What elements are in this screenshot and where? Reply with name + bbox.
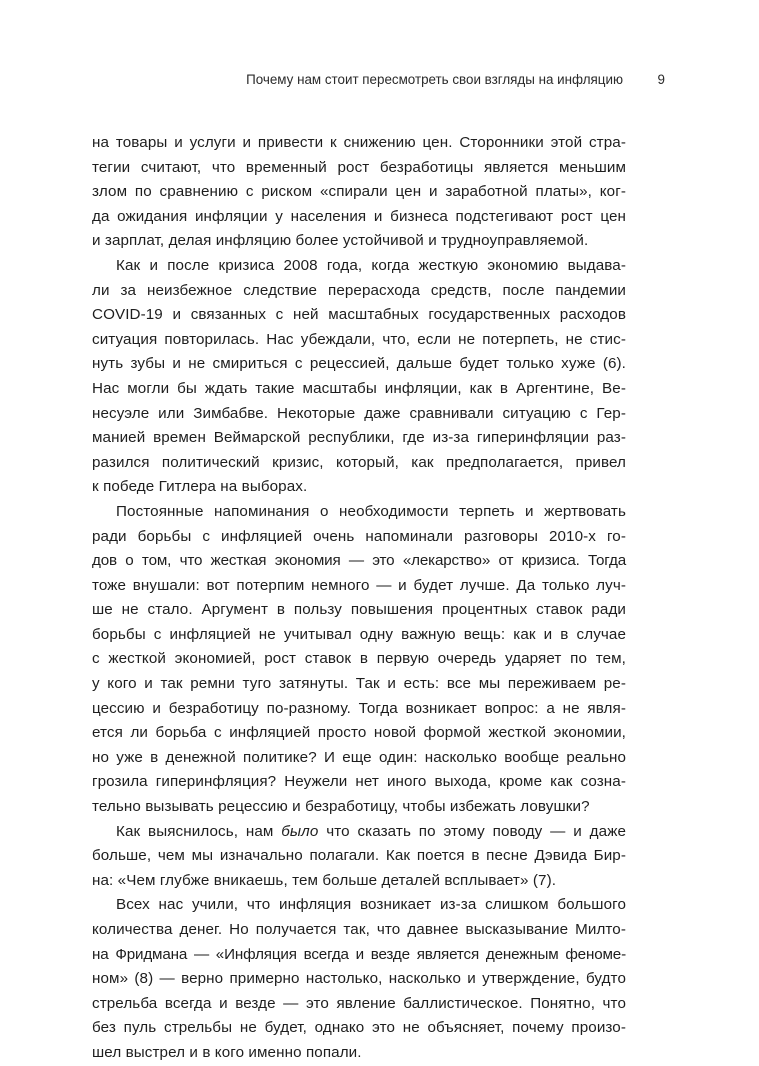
text-line: злом по сравнению с риском «спирали цен и заработной платы», ког- — [92, 183, 626, 201]
text-line: количества денег. Но получается так, что давнее высказывание Милто- — [92, 921, 626, 938]
text-line: Постоянные напоминания о необходимости терпеть и жертвовать — [116, 502, 626, 520]
text-line: стрельба всегда и везде — это явление баллистическое. Понятно, что — [92, 994, 626, 1012]
text-line: борьбы с инфляцией не учитывал одну важную вещь: как и в случае — [92, 625, 626, 643]
text-line: и зарплат, делая инфляцию более устойчивой и трудноуправляемой. — [92, 232, 589, 250]
running-header — [93, 69, 665, 91]
page-number: 9 — [657, 72, 665, 87]
text-line: Как и после кризиса 2008 года, когда жесткую экономию выдава- — [116, 256, 626, 274]
text-line: да ожидания инфляции у населения и бизнеса подстегивают рост цен — [92, 207, 626, 225]
text-line: цессию и безработицу по-разному. Тогда возникает вопрос: а не явля- — [92, 699, 626, 717]
text-line: Как выяснилось, нам было что сказать по этому поводу — и даже — [116, 822, 626, 840]
text-line: ради борьбы с инфляцией очень напоминали разговоры 2010-х го- — [92, 527, 626, 545]
text-line: на товары и услуги и привести к снижению цен. Сторонники этой стра- — [92, 134, 626, 151]
text-line: ли за неизбежное следствие перерасхода средств, после пандемии — [92, 281, 626, 299]
text-line: тегии считают, что временный рост безработицы является меньшим — [92, 158, 626, 176]
text-line: шел выстрел и в кого именно попали. — [92, 1043, 362, 1061]
text-line: у кого и так ремни туго затянуты. Так и есть: все мы переживаем ре- — [92, 675, 626, 693]
text-line: без пуль стрельбы не будет, однако это не объясняет, почему произо- — [92, 1019, 626, 1037]
text-line: с жесткой экономией, рост ставок в первую очередь ударяет по тем, — [92, 650, 626, 668]
text-line: COVID-19 и связанных с ней масштабных государственных расходов — [92, 306, 626, 324]
emphasis: было — [281, 822, 319, 840]
paragraph — [92, 893, 626, 1065]
text-line: на Фридмана — «Инфляция всегда и везде является денежным феноме- — [92, 945, 626, 963]
body-text — [92, 131, 626, 1066]
text-line: нуть зубы и не смириться с рецессией, дальше будет только хуже (6). — [92, 355, 626, 373]
text-line: Нас могли бы ждать такие масштабы инфляции, как в Аргентине, Ве- — [92, 379, 626, 397]
text-line: грозила гиперинфляция? Неужели нет иного выхода, кроме как созна- — [92, 773, 626, 791]
text-line: ситуация повторилась. Нас убеждали, что, если не потерпеть, не стис- — [92, 330, 626, 348]
paragraph — [92, 131, 626, 254]
text-line: ется ли борьба с инфляцией просто новой формой жесткой экономии, — [92, 724, 626, 742]
text-line: дов о том, что жесткая экономия — это «лекарство» от кризиса. Тогда — [92, 552, 626, 570]
text-line: ше не стало. Аргумент в пользу повышения процентных ставок ради — [92, 601, 626, 619]
text-line: но уже в денежной политике? И еще один: насколько вообще реально — [92, 748, 626, 766]
paragraph — [92, 820, 626, 894]
running-title: Почему нам стоит пересмотреть свои взгляды на инфляцию — [246, 72, 623, 87]
text-line: Всех нас учили, что инфляция возникает из-за слишком большого — [116, 896, 626, 914]
text-line: к победе Гитлера на выборах. — [92, 478, 308, 496]
paragraph — [92, 254, 626, 500]
text-line: на: «Чем глубже вникаешь, тем больше деталей всплывает» (7). — [92, 871, 557, 889]
text-line: манией времен Веймарской республики, где из-за гиперинфляции раз- — [92, 429, 626, 447]
paragraph — [92, 500, 626, 820]
text-line: тельно вызывать рецессию и безработицу, чтобы избежать ловушки? — [92, 798, 590, 816]
text-line: тоже внушали: вот потерпим немного — и будет лучше. Да только луч- — [92, 576, 626, 594]
text-line: несуэле или Зимбабве. Некоторые даже сравнивали ситуацию с Гер- — [92, 404, 626, 422]
text-line: больше, чем мы изначально полагали. Как поется в песне Дэвида Бир- — [92, 847, 626, 865]
text-line: ном» (8) — верно примерно настолько, насколько и утверждение, будто — [92, 970, 626, 988]
text-line: разился политический кризис, который, как предполагается, привел — [92, 453, 626, 471]
